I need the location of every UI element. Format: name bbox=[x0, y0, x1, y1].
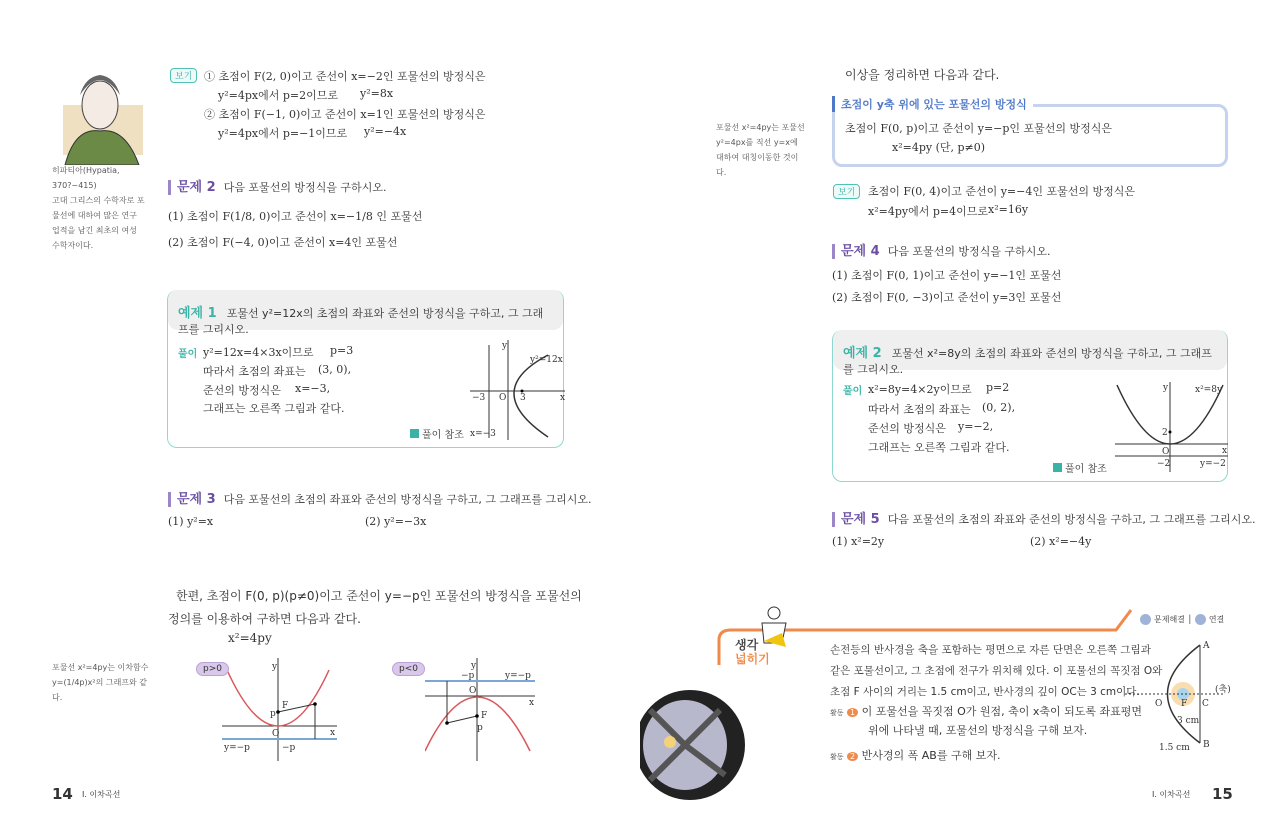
svg-text:y=−p: y=−p bbox=[505, 671, 531, 681]
svg-text:B: B bbox=[1203, 740, 1210, 750]
svg-text:O: O bbox=[469, 686, 477, 696]
svg-text:(축): (축) bbox=[1215, 685, 1231, 695]
example-2-header: 예제 2 포물선 x²=8y의 초점의 좌표와 준선의 방정식을 구하고, 그 그래프를 그리시오. bbox=[833, 330, 1227, 370]
solution-line: 그래프는 오른쪽 그림과 같다. bbox=[868, 441, 1010, 454]
solution-line: 따라서 초점의 좌표는 bbox=[868, 403, 971, 416]
hypatia-portrait bbox=[55, 65, 145, 165]
svg-text:x: x bbox=[560, 393, 566, 403]
svg-text:x=−3: x=−3 bbox=[470, 429, 496, 439]
svg-text:y²=12x: y²=12x bbox=[530, 355, 563, 365]
problem-item: (1) x²=2y bbox=[832, 535, 885, 548]
p-negative-label: p<0 bbox=[392, 662, 425, 676]
bogi-line: ① 초점이 F(2, 0)이고 준선이 x=−2인 포물선의 방정식은 bbox=[204, 70, 486, 83]
example-1-graph bbox=[470, 340, 568, 440]
bogi-line: y²=8x bbox=[360, 87, 394, 100]
paragraph-line: 정의를 이용하여 구하면 다음과 같다. bbox=[168, 612, 361, 626]
problem-solving-icon bbox=[1140, 614, 1151, 625]
problem-3: 문제 3 다음 포물선의 초점의 좌표와 준선의 방정식을 구하고, 그 그래프를 그리시오. bbox=[168, 488, 592, 507]
svg-text:O: O bbox=[1155, 699, 1163, 709]
answer-reference: 풀이 참조 bbox=[1053, 460, 1107, 475]
bogi-line: ② 초점이 F(−1, 0)이고 준선이 x=1인 포물선의 방정식은 bbox=[204, 108, 486, 121]
solution-line: y²=12x=4×3x이므로 bbox=[203, 346, 314, 359]
intro-text: 이상을 정리하면 다음과 같다. bbox=[845, 68, 1000, 82]
summary-line: 초점이 F(0, p)이고 준선이 y=−p인 포물선의 방정식은 bbox=[845, 122, 1113, 135]
solution-line: (3, 0), bbox=[318, 363, 352, 376]
answer-icon bbox=[1053, 463, 1062, 472]
svg-text:y: y bbox=[272, 662, 278, 672]
bogi-line: 초점이 F(0, 4)이고 준선이 y=−4인 포물선의 방정식은 bbox=[868, 185, 1135, 198]
answer-icon bbox=[410, 429, 419, 438]
solution-label: 풀이 bbox=[843, 386, 863, 397]
page-number: 15 bbox=[1212, 785, 1233, 803]
svg-text:C: C bbox=[1202, 699, 1209, 709]
formula: x²=4py bbox=[228, 631, 272, 645]
svg-text:1.5 cm: 1.5 cm bbox=[1159, 743, 1190, 753]
svg-text:x: x bbox=[1222, 446, 1228, 456]
margin-note: 포물선 x²=4py는 포물선 y²=4px를 직선 y=x에 대하여 대칭이동한 것이다. bbox=[716, 123, 805, 177]
think-paragraph: 손전등의 반사경을 축을 포함하는 평면으로 자른 단면은 오른쪽 그림과 같은 포물선이고, 그 초점에 전구가 위치해 있다. 이 포물선의 꼭짓점 O와 초점 F 사이의 거리는 1.5 cm이고, 반사경의 깊이 OC는 3 cm이다. bbox=[830, 644, 1163, 698]
svg-text:y=−p: y=−p bbox=[224, 743, 250, 753]
svg-text:p: p bbox=[477, 723, 483, 733]
solution-line: x²=8y=4×2y이므로 bbox=[868, 383, 972, 396]
chapter-label: Ⅰ. 이차곡선 bbox=[82, 790, 121, 799]
summary-title: 초점이 y축 위에 있는 포물선의 방정식 bbox=[832, 96, 1033, 112]
solution-line: y=−2, bbox=[958, 420, 994, 433]
solution-line: p=3 bbox=[330, 344, 354, 357]
svg-text:x: x bbox=[330, 728, 336, 738]
solution-line: p=2 bbox=[986, 381, 1010, 394]
portrait-caption: 히파티아(Hypatia, 370?~415) 고대 그리스의 수학자로 포물선에 대하여 많은 연구 업적을 남긴 최초의 여성 수학자이다. bbox=[52, 166, 145, 250]
svg-text:3: 3 bbox=[520, 393, 526, 403]
svg-text:O: O bbox=[499, 393, 507, 403]
svg-text:−3: −3 bbox=[472, 393, 486, 403]
solution-line: x=−3, bbox=[295, 382, 331, 395]
bogi-badge: 보기 bbox=[833, 184, 860, 199]
margin-note: 포물선 x²=4py는 이차함수 y=(1/4p)x²의 그래프와 같다. bbox=[52, 663, 149, 702]
problem-2: 문제 2 다음 포물선의 방정식을 구하시오. bbox=[168, 176, 386, 195]
problem-item: (2) y²=−3x bbox=[365, 515, 427, 528]
flashlight-image bbox=[640, 670, 750, 800]
svg-text:−p: −p bbox=[461, 671, 475, 681]
bogi-line: y²=4px에서 p=−1이므로 bbox=[218, 127, 348, 140]
page-number: 14 bbox=[52, 785, 73, 803]
think-title: 생각 bbox=[735, 638, 759, 652]
problem-item: (1) 초점이 F(0, 1)이고 준선이 y=−1인 포물선 bbox=[832, 269, 1062, 282]
solution-line: 준선의 방정식은 bbox=[203, 384, 281, 397]
bogi-line: x²=16y bbox=[988, 203, 1029, 216]
svg-text:y: y bbox=[1163, 383, 1169, 393]
connection-icon bbox=[1195, 614, 1206, 625]
problem-item: (2) 초점이 F(−4, 0)이고 준선이 x=4인 포물선 bbox=[168, 236, 398, 249]
reflector-diagram bbox=[1125, 640, 1235, 755]
solution-line: 따라서 초점의 좌표는 bbox=[203, 365, 306, 378]
bogi-badge: 보기 bbox=[170, 68, 197, 83]
svg-text:3 cm: 3 cm bbox=[1177, 716, 1200, 726]
svg-text:F: F bbox=[282, 701, 289, 711]
problem-item: (2) x²=−4y bbox=[1030, 535, 1092, 548]
activity-1-cont: 위에 나타낼 때, 포물선의 방정식을 구해 보자. bbox=[868, 724, 1088, 737]
svg-text:x²=8y: x²=8y bbox=[1195, 385, 1223, 395]
thinker-illustration bbox=[752, 603, 794, 651]
solution-line: 그래프는 오른쪽 그림과 같다. bbox=[203, 402, 345, 415]
chapter-label: Ⅰ. 이차곡선 bbox=[1152, 790, 1191, 799]
example-2-graph bbox=[1115, 382, 1230, 472]
svg-text:y=−2: y=−2 bbox=[1200, 459, 1226, 469]
bogi-line: y²=4px에서 p=2이므로 bbox=[218, 89, 338, 102]
svg-text:2: 2 bbox=[1162, 428, 1168, 438]
activity-1: 활동 1 이 포물선을 꼭짓점 O가 원점, 축이 x축이 되도록 좌표평면 bbox=[830, 705, 1143, 718]
solution-line: 준선의 방정식은 bbox=[868, 422, 946, 435]
svg-text:y: y bbox=[502, 341, 508, 351]
summary-formula: x²=4py (단, p≠0) bbox=[892, 141, 986, 154]
problem-item: (2) 초점이 F(0, −3)이고 준선이 y=3인 포물선 bbox=[832, 291, 1062, 304]
solution-line: (0, 2), bbox=[982, 401, 1016, 414]
problem-5: 문제 5 다음 포물선의 초점의 좌표와 준선의 방정식을 구하고, 그 그래프를 그리시오. bbox=[832, 508, 1256, 527]
problem-4: 문제 4 다음 포물선의 방정식을 구하시오. bbox=[832, 240, 1050, 259]
svg-text:y: y bbox=[471, 661, 477, 671]
svg-text:p: p bbox=[270, 709, 276, 719]
think-subtitle: 넓히기 bbox=[735, 652, 770, 666]
svg-text:F: F bbox=[481, 711, 488, 721]
bogi-line: x²=4py에서 p=4이므로 bbox=[868, 205, 988, 218]
svg-text:F: F bbox=[1181, 699, 1188, 709]
svg-text:O: O bbox=[1162, 447, 1170, 457]
graph-p-negative bbox=[425, 658, 540, 763]
p-positive-label: p>0 bbox=[196, 662, 229, 676]
svg-text:O: O bbox=[272, 729, 280, 739]
problem-item: (1) y²=x bbox=[168, 515, 214, 528]
activity-2: 활동 2 반사경의 폭 AB를 구해 보자. bbox=[830, 749, 1001, 762]
svg-text:−2: −2 bbox=[1157, 459, 1171, 469]
tag-problem-solving: 문제해결 │ 연결 bbox=[1140, 614, 1224, 625]
svg-text:−p: −p bbox=[282, 743, 296, 753]
example-1-header: 예제 1 포물선 y²=12x의 초점의 좌표와 준선의 방정식을 구하고, 그 그래프를 그리시오. bbox=[168, 290, 563, 330]
bogi-line: y²=−4x bbox=[364, 125, 407, 138]
svg-text:x: x bbox=[529, 698, 535, 708]
svg-text:A: A bbox=[1203, 641, 1210, 651]
solution-label: 풀이 bbox=[178, 349, 198, 360]
problem-item: (1) 초점이 F(1/8, 0)이고 준선이 x=−1/8 인 포물선 bbox=[168, 210, 423, 223]
paragraph-line: 한편, 초점이 F(0, p)(p≠0)이고 준선이 y=−p인 포물선의 방정식을 포물선의 bbox=[176, 589, 582, 603]
answer-reference: 풀이 참조 bbox=[410, 426, 464, 441]
